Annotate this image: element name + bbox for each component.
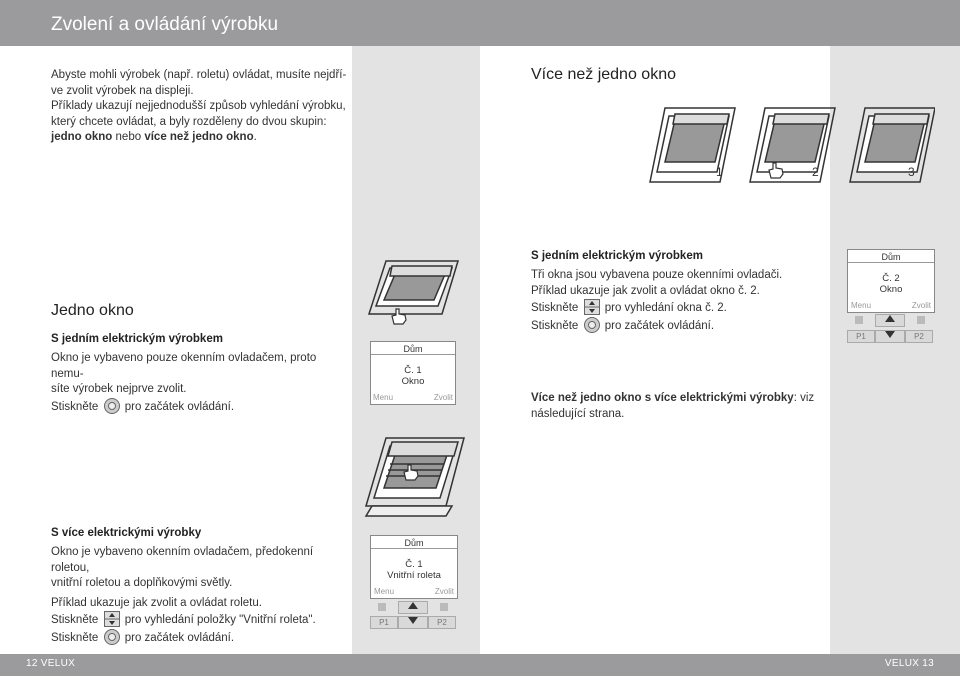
three-windows-illustration — [645, 100, 935, 190]
arrow-up-icon — [885, 315, 895, 323]
window-number-3: 3 — [908, 165, 915, 179]
note-line: následující strana. — [531, 407, 625, 420]
footer-left: 12 VELUX — [26, 658, 76, 669]
display-line: Vnitřní roleta — [387, 570, 441, 581]
press-instruction — [51, 611, 351, 629]
press-instruction — [531, 317, 821, 335]
footer-right: VELUX 13 — [884, 658, 934, 669]
select-wheel-icon — [104, 629, 120, 645]
display-header: Dům — [403, 344, 423, 354]
display-divider — [848, 262, 934, 263]
arrow-up-icon — [408, 602, 418, 610]
display-header: Dům — [404, 538, 424, 548]
display-select: Zvolit — [911, 301, 931, 310]
multi-products-text — [51, 545, 351, 646]
more-products-note — [531, 391, 821, 422]
keypad-down-button[interactable] — [398, 616, 428, 629]
multi-window-title: Více než jedno okno — [531, 66, 676, 83]
text-line: síte výrobek nejprve zvolit. — [51, 383, 187, 395]
text-line: Okno je vybaveno okenním ovladačem, předokenní roletou, — [51, 546, 314, 574]
single-window-title: Jedno okno — [51, 302, 134, 319]
keypad-up-button[interactable] — [875, 314, 905, 327]
display-divider — [371, 548, 457, 549]
display-menu: Menu — [373, 393, 394, 402]
keypad-p1-button[interactable]: P1 — [370, 616, 398, 629]
text-line: vnitřní roletou a doplňkovými světly. — [51, 577, 233, 589]
single-window-subtitle: S jedním elektrickým výrobkem — [51, 333, 223, 345]
display-line: Č. 2 — [882, 273, 900, 284]
text-line: Příklad ukazuje jak zvolit a ovládat roletu. — [51, 596, 262, 609]
press-rest: pro vyhledání okna č. 2. — [604, 302, 727, 314]
display-divider — [371, 354, 455, 355]
intro-line: Abyste mohli výrobek (např. roletu) ovládat, musíte nejdří- — [51, 69, 347, 81]
display-line: Okno — [879, 284, 903, 295]
display-line: Okno — [401, 376, 425, 387]
intro-bold: jedno okno — [51, 131, 113, 143]
select-wheel-icon — [584, 317, 600, 333]
press-instruction — [531, 299, 821, 317]
page-footer — [0, 654, 960, 676]
press-rest: pro začátek ovládání. — [124, 400, 235, 413]
hand-pointer-icon — [400, 462, 422, 482]
intro-line: Příklady ukazují nejjednodušší způsob vyhledání výrobku, — [51, 100, 346, 112]
remote-display-2 — [847, 249, 935, 313]
press-instruction — [51, 398, 351, 416]
press-instruction — [51, 629, 351, 647]
up-down-arrows-icon — [104, 611, 120, 627]
keypad-p1-button[interactable]: P1 — [847, 330, 875, 343]
press-label: Stiskněte — [51, 631, 99, 644]
single-window-illustration — [366, 258, 462, 330]
text-line: Tři okna jsou vybavena pouze okenními ovladači. — [531, 269, 783, 281]
intro-line: který chcete ovládat, a byly rozděleny do dvou skupin: — [51, 115, 327, 128]
keypad-p2-button[interactable]: P2 — [905, 330, 933, 343]
display-line: Č. 1 — [405, 559, 423, 570]
single-window-text — [51, 351, 351, 415]
text-line: Okno je vybaveno pouze okenním ovladačem, proto nemu- — [51, 352, 317, 380]
display-line: Č. 1 — [404, 365, 422, 376]
press-label: Stiskněte — [531, 302, 579, 314]
display-select: Zvolit — [434, 587, 454, 596]
intro-text-part: . — [253, 131, 257, 143]
multi-products-subtitle: S více elektrickými výrobky — [51, 527, 202, 539]
note-rest: : viz — [793, 392, 815, 404]
arrow-down-icon — [408, 617, 418, 625]
page-title: Zvolení a ovládání výrobku — [51, 14, 279, 35]
press-label: Stiskněte — [51, 400, 99, 413]
intro-text-part: nebo — [112, 131, 145, 143]
display-menu: Menu — [374, 587, 395, 596]
press-label: Stiskněte — [51, 614, 99, 626]
multi-single-subtitle: S jedním elektrickým výrobkem — [531, 250, 703, 262]
intro-text — [51, 68, 351, 146]
note-line — [531, 391, 821, 407]
display-menu: Menu — [851, 301, 872, 310]
window-number-1: 1 — [716, 165, 723, 179]
keypad-square — [917, 316, 925, 324]
keypad-down-button[interactable] — [875, 330, 905, 343]
intro-bold: více než jedno okno — [144, 131, 254, 143]
keypad-p2-button[interactable]: P2 — [428, 616, 456, 629]
remote-display-1 — [370, 341, 456, 405]
window-number-2: 2 — [812, 165, 819, 179]
keypad-square — [855, 316, 863, 324]
keypad-up-button[interactable] — [398, 601, 428, 614]
arrow-down-icon — [885, 331, 895, 339]
intro-line: ve zvolit výrobek na displeji. — [51, 84, 194, 97]
intro-line — [51, 130, 351, 146]
press-rest: pro začátek ovládání. — [124, 631, 235, 644]
display-header: Dům — [881, 252, 901, 262]
press-rest: pro vyhledání položky "Vnitřní roleta". — [124, 614, 316, 626]
keypad-square — [440, 603, 448, 611]
press-label: Stiskněte — [531, 319, 579, 332]
up-down-arrows-icon — [584, 299, 600, 315]
press-rest: pro začátek ovládání. — [604, 319, 715, 332]
multi-single-text — [531, 268, 821, 334]
select-wheel-icon — [104, 398, 120, 414]
keypad-square — [378, 603, 386, 611]
hand-pointer-icon — [388, 306, 410, 326]
text-line: Příklad ukazuje jak zvolit a ovládat okno č. 2. — [531, 284, 760, 297]
display-select: Zvolit — [433, 393, 453, 402]
note-bold: Více než jedno okno s více elektrickými výrobky — [531, 392, 794, 404]
remote-display-3 — [370, 535, 458, 599]
hand-pointer-icon — [765, 160, 787, 180]
